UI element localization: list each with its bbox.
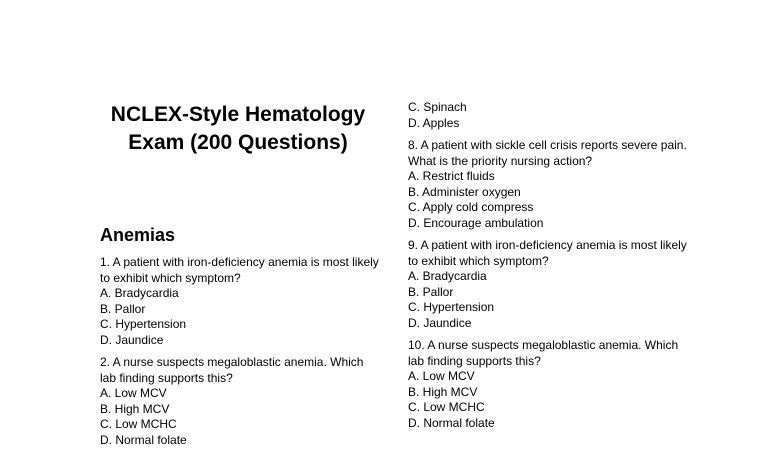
answer-option: D. Encourage ambulation [408, 215, 544, 230]
question-block [100, 355, 380, 448]
left-column [100, 255, 380, 455]
question-block [408, 138, 688, 231]
right-column [408, 100, 688, 438]
answer-option: A. Low MCV [100, 386, 167, 400]
question-block [408, 238, 688, 331]
answer-option: D. Jaundice [408, 315, 472, 330]
answer-option: D. Normal folate [408, 415, 495, 430]
answer-option: D. Apples [408, 115, 460, 130]
answer-option: A. Bradycardia [408, 269, 487, 283]
answer-option: C. Low MCHC [408, 400, 485, 414]
question-block [100, 255, 380, 348]
answer-option: C. Hypertension [408, 300, 495, 314]
answer-option: B. Administer oxygen [408, 184, 521, 199]
answer-option: C. Apply cold compress [408, 200, 534, 214]
question-block [408, 100, 688, 131]
answer-option: B. High MCV [408, 384, 478, 399]
answer-option: A. Low MCV [408, 369, 475, 383]
question-stem: 8. A patient with sickle cell crisis reports severe pain. What is the priority nursing action? [408, 138, 687, 168]
answer-option: C. Spinach [408, 100, 467, 114]
question-stem: 1. A patient with iron-deficiency anemia is most likely to exhibit which symptom? [100, 255, 379, 285]
answer-option: B. High MCV [100, 401, 170, 416]
question-block [408, 338, 688, 431]
answer-option: B. Pallor [408, 284, 454, 299]
answer-option: C. Low MCHC [100, 417, 177, 431]
answer-option: A. Restrict fluids [408, 169, 495, 183]
question-stem: 9. A patient with iron-deficiency anemia is most likely to exhibit which symptom? [408, 238, 687, 268]
question-stem: 10. A nurse suspects megaloblastic anemia. Which lab finding supports this? [408, 338, 679, 368]
answer-option: C. Hypertension [100, 317, 187, 331]
answer-option: A. Bradycardia [100, 286, 179, 300]
answer-option: D. Normal folate [100, 432, 187, 447]
question-stem: 2. A nurse suspects megaloblastic anemia. Which lab finding supports this? [100, 355, 364, 385]
section-heading-anemias: Anemias [100, 225, 176, 245]
document-title: NCLEX-Style Hematology Exam (200 Questions) [110, 103, 366, 154]
answer-option: B. Pallor [100, 301, 146, 316]
answer-option: D. Jaundice [100, 332, 164, 347]
